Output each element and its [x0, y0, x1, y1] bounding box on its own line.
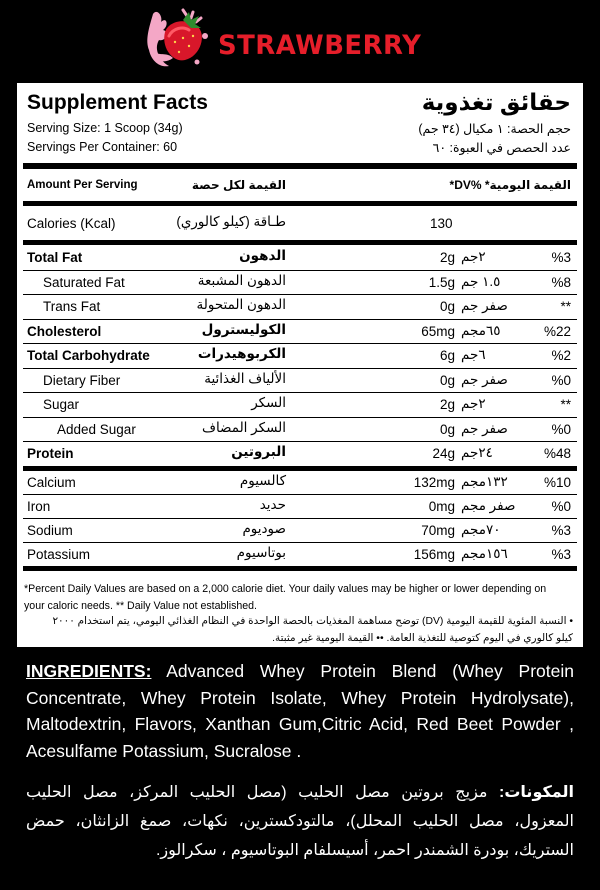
ingredients-text: Advanced Whey Protein Blend (Whey Protein Concentrate, Whey Protein Isolate, Whey Protein Hydrolysate), Maltodextrin, Flavors, Xanthan Gum,Citric Acid, Red Beet Powder , Acesulfame Potassium, Sucralose . — [26, 661, 574, 761]
mineral-label: Potassium — [27, 546, 91, 562]
nutrient-value: 65mg — [421, 323, 455, 339]
mineral-value-ar: ١٥٦مجم — [461, 545, 508, 561]
divider-line — [23, 417, 577, 418]
nutrient-dv: %8 — [551, 274, 571, 290]
nutrient-label: Total Carbohydrate — [27, 348, 150, 363]
flavor-title: STRAWBERRY — [218, 30, 422, 61]
calories-label-ar: طـاقة (كيلو كالوري) — [176, 214, 286, 229]
nutrient-value: 0g — [439, 421, 455, 437]
ingredients-english — [26, 658, 574, 764]
mineral-label-ar: كالسيوم — [239, 472, 286, 488]
nutrient-dv: ** — [560, 397, 571, 412]
servings-per-container: Servings Per Container: 60 — [27, 140, 178, 154]
nutrient-value: 0g — [439, 372, 455, 388]
nutrient-label-ar: الألياف الغذائية — [204, 370, 286, 386]
nutrient-label: Added Sugar — [57, 421, 136, 437]
mineral-dv: %10 — [543, 474, 571, 490]
footnote-en-2: your caloric needs. ** Daily Value not established. — [24, 600, 257, 612]
nutrient-value: 1.5g — [428, 274, 455, 290]
divider-line — [23, 441, 577, 442]
nutrient-label-ar: السكر المضاف — [201, 419, 286, 435]
mineral-value-ar: ١٣٢مجم — [461, 473, 508, 489]
nutrient-label: Sugar — [43, 397, 80, 412]
divider-bar — [23, 163, 577, 169]
nutrient-label: Saturated Fat — [43, 274, 125, 290]
nutrient-value-ar: ٦جم — [461, 347, 486, 362]
ingredients-text-ar: مزيج بروتين مصل الحليب (مصل الحليب المركز، مصل الحليب المعزول، مصل الحليب المحلل)، مالتودكسترين، نكهات، صمغ الزانثان، حمض الستريك، بودرة الشمندر احمر، أسيسلفام البوتاسيوم ، سكرالوز. — [26, 784, 574, 859]
mineral-label-ar: صوديوم — [242, 520, 286, 536]
ingredients-heading: INGREDIENTS: — [26, 661, 152, 681]
mineral-value: 132mg — [413, 474, 455, 490]
mineral-label-ar: حديد — [259, 496, 286, 512]
nutrient-value: 0g — [439, 299, 455, 314]
mineral-label: Iron — [27, 498, 51, 514]
nutrient-dv: %2 — [551, 348, 571, 363]
nutrient-label-ar: الكوليسترول — [201, 321, 286, 337]
footnote-ar: • النسبة المئوية للقيمة اليومية (DV) توضح مساهمة المغذيات بالحصة الواحدة في النظام الغذائي اليومي، يتم استخدام ٢٠٠٠ — [52, 616, 573, 627]
nutrient-label-ar: الكربوهيدرات — [197, 346, 286, 361]
footnote-en: *Percent Daily Values are based on a 2,000 calorie diet. Your daily values may be higher or lower depending on — [24, 583, 547, 595]
mineral-label: Calcium — [27, 474, 76, 490]
mineral-value: 70mg — [421, 522, 455, 538]
divider-bar — [23, 201, 577, 206]
nutrient-value-ar: ٢٤جم — [461, 445, 493, 460]
nutrient-label: Dietary Fiber — [43, 372, 121, 388]
nutrient-dv: %22 — [543, 323, 571, 339]
mineral-label: Sodium — [27, 522, 73, 538]
ingredients-heading-ar: المكونات: — [499, 784, 574, 801]
mineral-value: 0mg — [428, 498, 455, 514]
calories-value: 130 — [430, 216, 453, 231]
nutrient-value: 6g — [439, 348, 455, 363]
facts-title-ar: حقائق تغذوية — [421, 89, 571, 115]
amount-per-serving-ar: القيمة لكل حصة — [191, 178, 286, 192]
nutrient-dv: %48 — [543, 446, 571, 461]
nutrient-value-ar: صفر جم — [461, 420, 508, 436]
divider-line — [23, 319, 577, 320]
nutrient-label-ar: الدهون المشبعة — [197, 272, 286, 288]
nutrient-dv: ** — [560, 299, 571, 314]
divider-line — [23, 368, 577, 369]
nutrient-label: Cholesterol — [27, 323, 102, 339]
serving-size: Serving Size: 1 Scoop (34g) — [27, 121, 183, 135]
divider-bar — [23, 566, 577, 571]
calories-label: Calories (Kcal) — [27, 216, 116, 231]
nutrient-value-ar: ٢جم — [461, 249, 486, 264]
mineral-label-ar: بوتاسيوم — [236, 544, 286, 560]
serving-size-ar: حجم الحصة: ١ مكيال (٣٤ جم) — [418, 122, 571, 136]
nutrient-label-ar: الدهون — [239, 248, 286, 263]
divider-line — [23, 542, 577, 543]
nutrient-value-ar: ٢جم — [461, 396, 486, 411]
nutrient-value: 2g — [439, 397, 455, 412]
mineral-dv: %3 — [551, 522, 571, 538]
nutrient-value-ar: صفر جم — [461, 371, 508, 387]
divider-line — [23, 294, 577, 295]
mineral-value-ar: ٧٠مجم — [461, 521, 501, 537]
divider-line — [23, 392, 577, 393]
nutrient-dv: %0 — [551, 421, 571, 437]
dv-header: القيمة اليومية* %DV* — [449, 178, 571, 192]
nutrient-label: Trans Fat — [43, 299, 101, 314]
nutrient-dv: %3 — [551, 250, 571, 265]
divider-line — [23, 518, 577, 519]
divider-bar — [23, 466, 577, 471]
nutrient-label-ar: البروتين — [231, 444, 286, 459]
nutrient-value-ar: ١.٥ جم — [461, 273, 501, 289]
ingredients-arabic — [26, 778, 574, 865]
divider-line — [23, 494, 577, 495]
servings-per-container-ar: عدد الحصص في العبوة: ٦٠ — [432, 141, 571, 155]
amount-per-serving: Amount Per Serving — [27, 179, 138, 191]
supplement-facts-panel — [14, 80, 586, 650]
divider-bar — [23, 240, 577, 245]
mineral-dv: %0 — [551, 498, 571, 514]
nutrient-label: Protein — [27, 446, 74, 461]
facts-title: Supplement Facts — [27, 91, 208, 114]
mineral-dv: %3 — [551, 546, 571, 562]
nutrient-value: 2g — [439, 250, 455, 265]
product-header — [0, 0, 600, 80]
divider-line — [23, 343, 577, 344]
nutrient-dv: %0 — [551, 372, 571, 388]
nutrient-value: 24g — [432, 446, 455, 461]
footnote-ar-2: كيلو كالوري في اليوم كتوصية للتغذية العامة. •• القيمة اليومية غير مثبتة. — [272, 633, 573, 644]
divider-line — [23, 270, 577, 271]
nutrient-value-ar: صفر جم — [461, 298, 508, 313]
mineral-value: 156mg — [413, 546, 455, 562]
nutrient-label-ar: السكر — [251, 395, 286, 410]
nutrient-value-ar: ٦٥مجم — [461, 322, 501, 338]
strawberry-splash-icon — [143, 6, 213, 72]
nutrient-label: Total Fat — [27, 250, 83, 265]
mineral-value-ar: صفر مجم — [461, 497, 516, 513]
nutrient-label-ar: الدهون المتحولة — [196, 297, 286, 312]
